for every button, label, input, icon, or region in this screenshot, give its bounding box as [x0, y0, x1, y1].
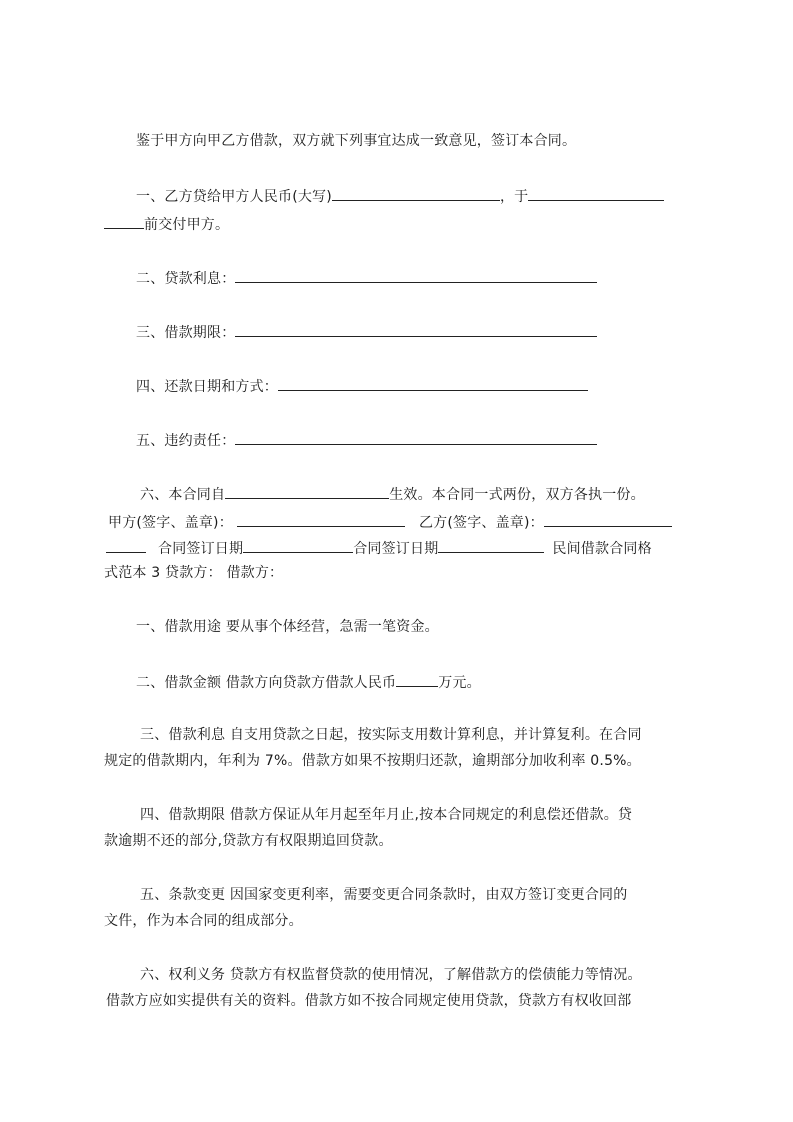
party-b-signature-blank[interactable] — [544, 512, 672, 527]
amount-blank[interactable] — [332, 186, 500, 201]
clause-6-prefix: 六、本合同自 — [140, 487, 226, 503]
sample-clause-3-line-2: 规定的借款期内，年利为 7%。借款方如果不按期归还款，逾期部分加收利率 0.5%。 — [104, 753, 641, 769]
signature-line — [108, 512, 672, 532]
clause-3-label: 三、借款期限： — [136, 325, 236, 341]
clause-5 — [136, 430, 597, 450]
sample-clause-3-line-1: 三、借款利息 自支用贷款之日起，按实际支用数计算利息，并计算复利。在合同 — [140, 727, 642, 743]
clause-6-suffix: 生效。本合同一式两份，双方各执一份。 — [389, 487, 645, 503]
sample-clause-2 — [136, 672, 481, 692]
liability-blank[interactable] — [235, 430, 597, 445]
clause-1-line-2 — [104, 214, 229, 234]
date-blank-continued[interactable] — [104, 214, 144, 229]
date-blank-1[interactable] — [243, 538, 353, 553]
clause-3 — [136, 322, 597, 342]
clause-1-prefix: 一、乙方贷给甲方人民币(大写) — [136, 189, 332, 205]
party-a-label: 甲方(签字、盖章)： — [108, 515, 233, 531]
date-label-2: 合同签订日期 — [353, 541, 439, 557]
clause-4-label: 四、还款日期和方式： — [136, 379, 278, 395]
date-blank[interactable] — [528, 186, 664, 201]
sample-clause-6-line-2: 借款方应如实提供有关的资料。借款方如不按合同规定使用贷款，贷款方有权收回部 — [106, 993, 632, 1009]
clause-1-mid: ，于 — [499, 189, 529, 205]
clause-2 — [136, 268, 597, 288]
effective-date-blank[interactable] — [225, 484, 389, 499]
term-blank[interactable] — [235, 322, 597, 337]
party-a-signature-blank[interactable] — [237, 512, 405, 527]
repayment-blank[interactable] — [278, 376, 588, 391]
clause-6 — [140, 484, 645, 504]
intro-paragraph: 鉴于甲方向甲乙方借款，双方就下列事宜达成一致意见，签订本合同。 — [136, 133, 577, 149]
sample-clause-5-line-1: 五、条款变更 因国家变更利率，需要变更合同条款时，由双方签订变更合同的 — [140, 887, 628, 903]
clause-2-label: 二、贷款利息： — [136, 271, 236, 287]
sample-clause-1: 一、借款用途 要从事个体经营，急需一笔资金。 — [136, 619, 439, 635]
sample-clause-2-prefix: 二、借款金额 借款方向贷款方借款人民币 — [136, 675, 397, 691]
party-b-label: 乙方(签字、盖章)： — [418, 515, 544, 531]
clause-4 — [136, 376, 588, 396]
template-title-a: 民间借款合同格 — [552, 541, 652, 557]
template-title-line: 式范本 3 贷款方： 借款方： — [104, 565, 284, 581]
clause-1-suffix: 前交付甲方。 — [144, 217, 230, 233]
date-label-1: 合同签订日期 — [158, 541, 244, 557]
loan-amount-blank[interactable] — [396, 672, 438, 687]
sample-clause-4-line-2: 款逾期不还的部分,贷款方有权限期追回贷款。 — [104, 833, 393, 849]
sample-clause-6-line-1: 六、权利义务 贷款方有权监督贷款的使用情况，了解借款方的偿债能力等情况。 — [140, 967, 642, 983]
interest-blank[interactable] — [235, 268, 597, 283]
sample-clause-5-line-2: 文件，作为本合同的组成部分。 — [104, 913, 303, 929]
date-line — [106, 538, 652, 558]
sample-clause-4-line-1: 四、借款期限 借款方保证从年月起至年月止,按本合同规定的利息偿还借款。贷 — [140, 807, 633, 823]
clause-1-line-1 — [136, 186, 664, 206]
sample-clause-2-suffix: 万元。 — [438, 675, 481, 691]
party-b-signature-blank-continued[interactable] — [106, 538, 146, 553]
clause-5-label: 五、违约责任： — [136, 433, 236, 449]
date-blank-2[interactable] — [438, 538, 544, 553]
